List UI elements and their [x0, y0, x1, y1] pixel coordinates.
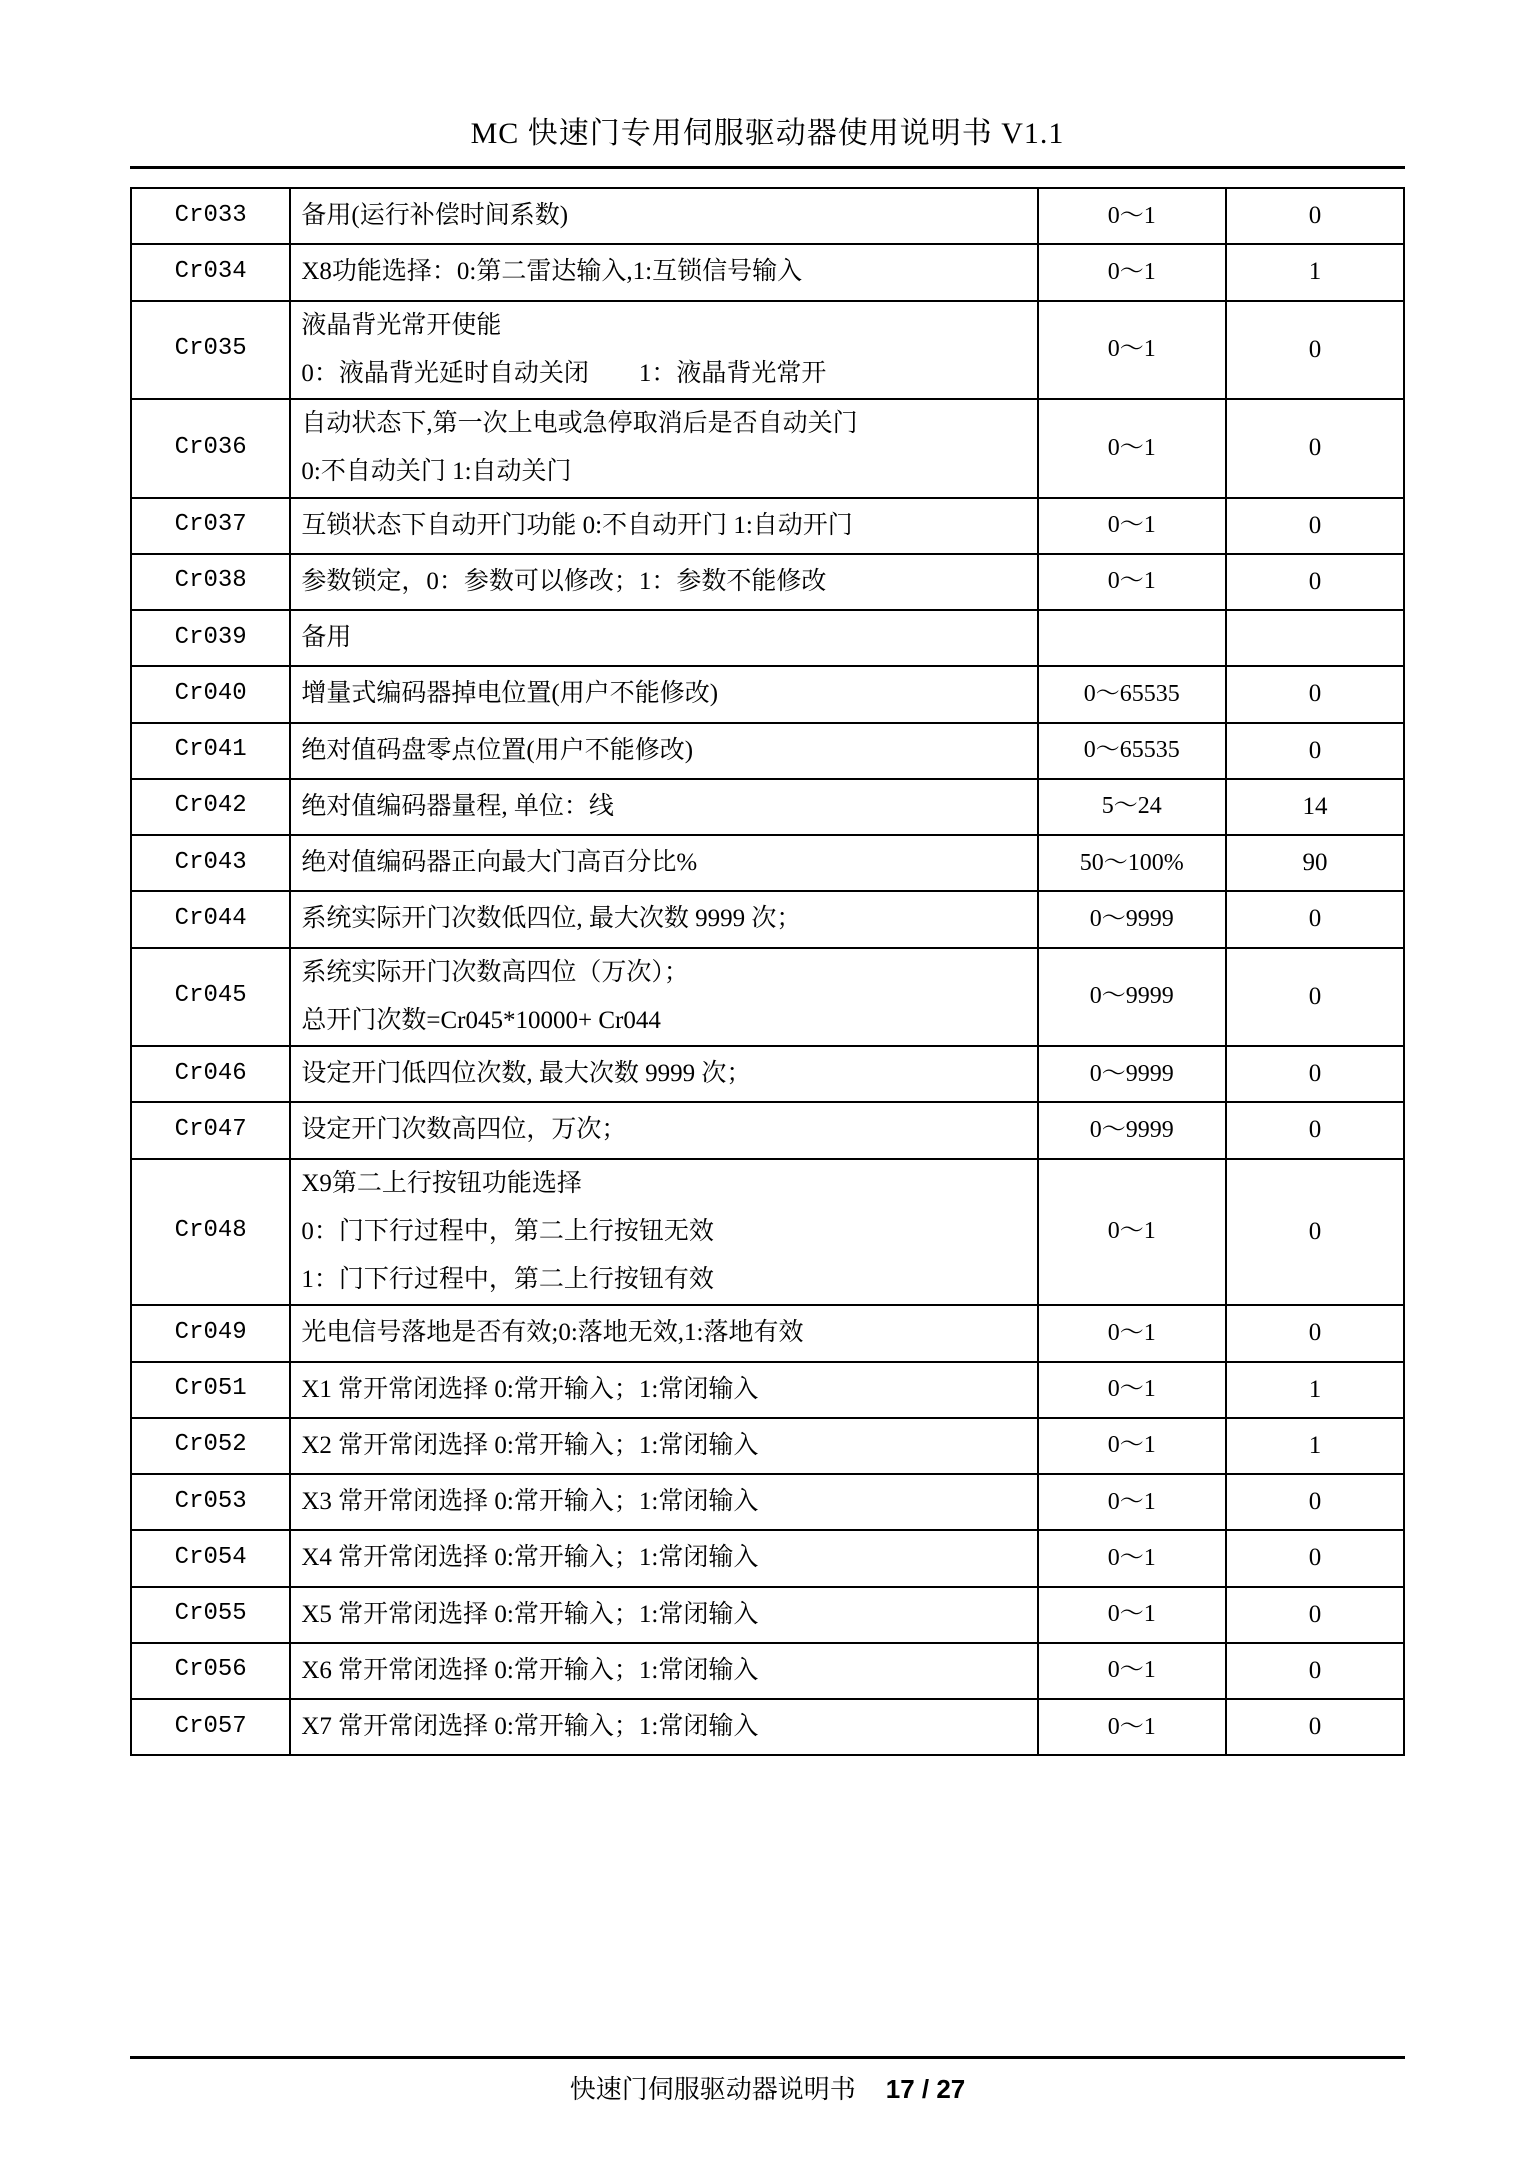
- table-row: [131, 244, 1404, 300]
- param-range: 0～1: [1038, 1418, 1226, 1474]
- param-range: 0～1: [1038, 1159, 1226, 1306]
- table-row: [131, 498, 1404, 554]
- param-code: Cr035: [131, 301, 290, 400]
- param-range: 0～9999: [1038, 1046, 1226, 1102]
- param-description-line: 绝对值编码器正向最大门高百分比%: [301, 849, 698, 876]
- param-description-line: 1：门下行过程中，第二上行按钮有效: [301, 1266, 714, 1293]
- param-default-value: 0: [1226, 554, 1404, 610]
- param-description: [290, 1474, 1037, 1530]
- table-row: [131, 779, 1404, 835]
- param-code: Cr052: [131, 1418, 290, 1474]
- param-code: Cr049: [131, 1305, 290, 1361]
- param-description: [290, 779, 1037, 835]
- param-description-line: 光电信号落地是否有效;0:落地无效,1:落地有效: [301, 1319, 804, 1347]
- param-default-value: 1: [1226, 1418, 1404, 1474]
- param-description: [290, 554, 1037, 610]
- page-header: MC 快速门专用伺服驱动器使用说明书 V1.1: [470, 117, 1065, 150]
- param-range: 0～1: [1038, 1305, 1226, 1361]
- param-description-line: 总开门次数=Cr045*10000+ Cr044: [301, 1006, 661, 1034]
- param-code: Cr042: [131, 779, 290, 835]
- table-row: [131, 1102, 1404, 1158]
- param-description: [290, 1530, 1037, 1586]
- param-description-line: X4 常开常闭选择 0:常开输入；1:常闭输入: [301, 1544, 759, 1572]
- param-default-value: 0: [1226, 188, 1404, 244]
- param-range: 0～1: [1038, 188, 1226, 244]
- param-description-line: X9第二上行按钮功能选择: [301, 1169, 582, 1197]
- param-description: [290, 1362, 1037, 1418]
- param-code: Cr057: [131, 1699, 290, 1755]
- param-range: 0～65535: [1038, 666, 1226, 722]
- param-description-line: X6 常开常闭选择 0:常开输入；1:常闭输入: [301, 1656, 759, 1684]
- param-code: Cr038: [131, 554, 290, 610]
- param-range: 0～1: [1038, 554, 1226, 610]
- param-code: Cr053: [131, 1474, 290, 1530]
- param-description-line: 0：门下行过程中，第二上行按钮无效: [301, 1217, 714, 1245]
- table-row: [131, 188, 1404, 244]
- param-default-value: 1: [1226, 244, 1404, 300]
- param-description: [290, 1046, 1037, 1102]
- table-row: [131, 1587, 1404, 1643]
- table-row: [131, 1159, 1404, 1306]
- footer-title: 快速门伺服驱动器说明书: [569, 2075, 856, 2104]
- table-row: [131, 948, 1404, 1047]
- table-row: [131, 554, 1404, 610]
- param-range: 0～9999: [1038, 948, 1226, 1047]
- param-range: 5～24: [1038, 779, 1226, 835]
- param-description-line: 互锁状态下自动开门功能 0:不自动开门 1:自动开门: [301, 511, 853, 539]
- param-code: Cr056: [131, 1643, 290, 1699]
- table-row: [131, 1474, 1404, 1530]
- param-default-value: 0: [1226, 891, 1404, 947]
- param-description-line: 备用(运行补偿时间系数): [301, 202, 569, 229]
- param-description: [290, 1587, 1037, 1643]
- param-default-value: 0: [1226, 1305, 1404, 1361]
- param-description-line: 设定开门次数高四位，万次；: [301, 1116, 627, 1144]
- param-description: [290, 188, 1037, 244]
- param-default-value: 0: [1226, 498, 1404, 554]
- param-code: Cr048: [131, 1159, 290, 1306]
- table-row: [131, 666, 1404, 722]
- param-code: Cr054: [131, 1530, 290, 1586]
- param-description-line: X5 常开常闭选择 0:常开输入；1:常闭输入: [301, 1600, 759, 1628]
- param-description: [290, 1305, 1037, 1361]
- param-description-line: 备用: [301, 624, 352, 651]
- param-description-line: 液晶背光常开使能: [301, 311, 502, 339]
- param-range: 50～100%: [1038, 835, 1226, 891]
- footer-divider: [130, 2056, 1405, 2059]
- param-description-line: 参数锁定，0：参数可以修改；1：参数不能修改: [301, 567, 827, 595]
- param-range: 0～65535: [1038, 723, 1226, 779]
- param-range: 0～1: [1038, 1362, 1226, 1418]
- param-description-line: 绝对值码盘零点位置(用户不能修改): [301, 736, 694, 764]
- table-row: [131, 399, 1404, 498]
- param-default-value: 0: [1226, 1587, 1404, 1643]
- table-row: [131, 891, 1404, 947]
- param-code: Cr033: [131, 188, 290, 244]
- param-range: 0～1: [1038, 1699, 1226, 1755]
- param-default-value: 0: [1226, 1046, 1404, 1102]
- param-range: 0～1: [1038, 1587, 1226, 1643]
- param-default-value: 0: [1226, 1474, 1404, 1530]
- param-range: 0～9999: [1038, 891, 1226, 947]
- param-description: [290, 723, 1037, 779]
- param-description-line: 增量式编码器掉电位置(用户不能修改): [301, 680, 719, 708]
- param-default-value: 0: [1226, 1643, 1404, 1699]
- param-code: Cr045: [131, 948, 290, 1047]
- param-default-value: 14: [1226, 779, 1404, 835]
- param-default-value: 0: [1226, 948, 1404, 1047]
- param-code: Cr046: [131, 1046, 290, 1102]
- table-row: [131, 610, 1404, 666]
- param-description-line: X7 常开常闭选择 0:常开输入；1:常闭输入: [301, 1713, 759, 1740]
- param-description: [290, 1418, 1037, 1474]
- param-range: 0～1: [1038, 399, 1226, 498]
- table-row: [131, 1643, 1404, 1699]
- param-description-line: X8功能选择：0:第二雷达输入,1:互锁信号输入: [301, 258, 803, 286]
- table-row: [131, 1362, 1404, 1418]
- param-description-line: X3 常开常闭选择 0:常开输入；1:常闭输入: [301, 1488, 759, 1515]
- page-footer: [130, 2056, 1405, 2106]
- param-code: Cr040: [131, 666, 290, 722]
- param-description: [290, 1643, 1037, 1699]
- header-divider: [130, 166, 1405, 169]
- param-range: 0～1: [1038, 1643, 1226, 1699]
- param-description: [290, 666, 1037, 722]
- param-code: Cr043: [131, 835, 290, 891]
- param-description: [290, 610, 1037, 666]
- table-row: [131, 301, 1404, 400]
- param-code: Cr034: [131, 244, 290, 300]
- param-description-line: 设定开门低四位次数, 最大次数 9999 次；: [301, 1060, 752, 1087]
- page-number: 17 / 27: [885, 2074, 966, 2104]
- footer-content: [130, 2069, 1405, 2106]
- param-description: [290, 301, 1037, 400]
- param-default-value: 1: [1226, 1362, 1404, 1418]
- param-description-line: 0：液晶背光延时自动关闭 1：液晶背光常开: [301, 359, 827, 387]
- param-default-value: 90: [1226, 835, 1404, 891]
- param-code: Cr037: [131, 498, 290, 554]
- param-code: Cr047: [131, 1102, 290, 1158]
- param-range: 0～1: [1038, 301, 1226, 400]
- param-default-value: 0: [1226, 301, 1404, 400]
- param-description: [290, 399, 1037, 498]
- param-description: [290, 1699, 1037, 1755]
- param-code: Cr055: [131, 1587, 290, 1643]
- table-row: [131, 1699, 1404, 1755]
- param-description: [290, 891, 1037, 947]
- table-row: [131, 1418, 1404, 1474]
- param-default-value: 0: [1226, 1159, 1404, 1306]
- table-row: [131, 1530, 1404, 1586]
- param-description-line: X2 常开常闭选择 0:常开输入；1:常闭输入: [301, 1431, 759, 1459]
- param-code: Cr036: [131, 399, 290, 498]
- param-range: 0～1: [1038, 244, 1226, 300]
- param-description: [290, 835, 1037, 891]
- param-description: [290, 244, 1037, 300]
- param-range: 0～9999: [1038, 1102, 1226, 1158]
- param-description-line: 0:不自动关门 1:自动关门: [301, 458, 572, 486]
- param-range: 0～1: [1038, 498, 1226, 554]
- param-code: Cr041: [131, 723, 290, 779]
- table-row: [131, 1305, 1404, 1361]
- table-row: [131, 835, 1404, 891]
- param-description: [290, 498, 1037, 554]
- param-default-value: 0: [1226, 1530, 1404, 1586]
- param-default-value: 0: [1226, 1699, 1404, 1755]
- param-default-value: [1226, 610, 1404, 666]
- param-default-value: 0: [1226, 399, 1404, 498]
- param-code: Cr039: [131, 610, 290, 666]
- param-description: [290, 1102, 1037, 1158]
- param-range: [1038, 610, 1226, 666]
- table-row: [131, 1046, 1404, 1102]
- parameter-table: [130, 187, 1405, 1756]
- param-range: 0～1: [1038, 1530, 1226, 1586]
- param-range: 0～1: [1038, 1474, 1226, 1530]
- param-code: Cr051: [131, 1362, 290, 1418]
- param-description-line: 系统实际开门次数高四位（万次）；: [301, 958, 689, 986]
- param-default-value: 0: [1226, 1102, 1404, 1158]
- param-default-value: 0: [1226, 723, 1404, 779]
- table-row: [131, 723, 1404, 779]
- param-code: Cr044: [131, 891, 290, 947]
- param-description-line: X1 常开常闭选择 0:常开输入；1:常闭输入: [301, 1375, 759, 1403]
- param-description-line: 自动状态下,第一次上电或急停取消后是否自动关门: [301, 410, 858, 437]
- param-description-line: 系统实际开门次数低四位, 最大次数 9999 次；: [301, 905, 802, 933]
- param-description-line: 绝对值编码器量程, 单位：线: [301, 792, 614, 820]
- param-default-value: 0: [1226, 666, 1404, 722]
- param-description: [290, 1159, 1037, 1306]
- param-description: [290, 948, 1037, 1047]
- parameter-table-body: [131, 188, 1404, 1755]
